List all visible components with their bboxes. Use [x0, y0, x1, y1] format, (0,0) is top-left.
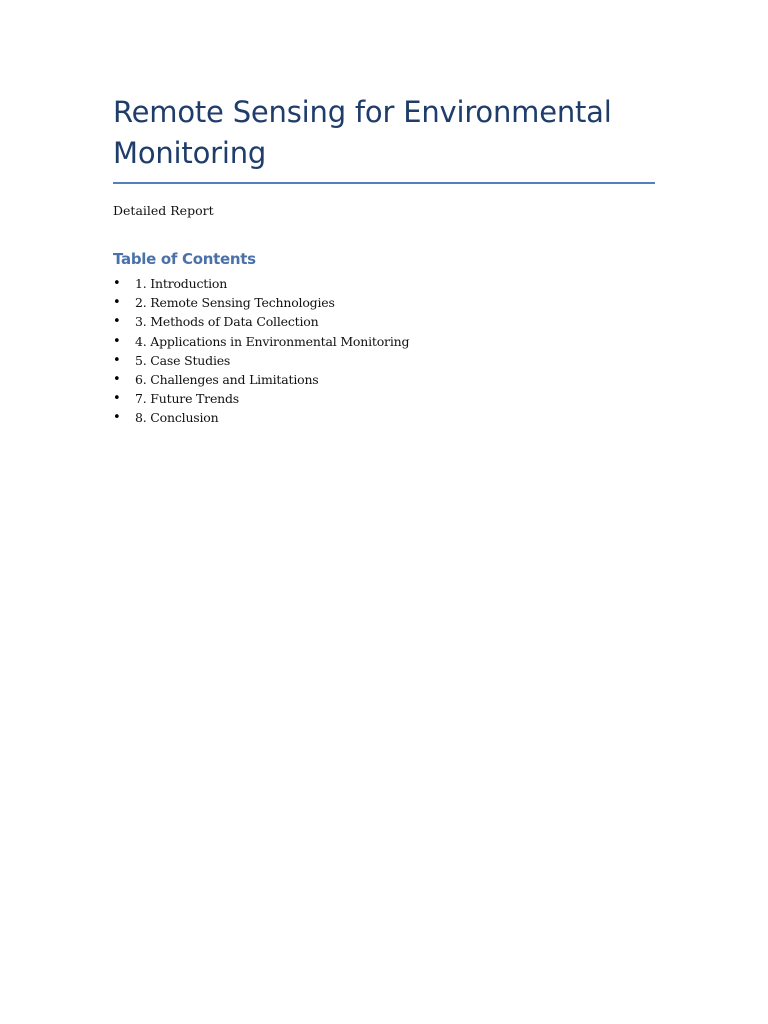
toc-item — [113, 312, 655, 331]
toc-heading: Table of Contents — [113, 250, 256, 268]
toc-item-label: 7. Future Trends — [135, 391, 240, 407]
toc-item — [113, 293, 655, 312]
toc-item — [113, 370, 655, 389]
toc-item — [113, 351, 655, 370]
toc-item-label: 2. Remote Sensing Technologies — [135, 295, 335, 311]
bullet-icon: • — [113, 276, 121, 291]
toc-list — [113, 274, 655, 428]
bullet-icon: • — [113, 333, 121, 349]
toc-item — [113, 332, 655, 351]
document-title: Remote Sensing for Environmental Monitoring — [113, 92, 655, 184]
bullet-icon: • — [113, 410, 121, 426]
bullet-icon: • — [113, 352, 121, 368]
toc-item-label: 5. Case Studies — [135, 352, 231, 368]
bullet-icon: • — [113, 372, 121, 388]
toc-item — [113, 389, 655, 408]
bullet-icon: • — [113, 391, 121, 407]
toc-item-label: 6. Challenges and Limitations — [135, 372, 319, 388]
bullet-icon: • — [113, 314, 121, 330]
document-subtitle: Detailed Report — [113, 203, 214, 218]
document-page — [113, 92, 655, 428]
toc-item-label: 8. Conclusion — [135, 410, 219, 426]
bullet-icon: • — [113, 295, 121, 311]
toc-item-label: 1. Introduction — [135, 276, 228, 291]
toc-item-label: 4. Applications in Environmental Monitoring — [135, 333, 410, 349]
toc-item-label: 3. Methods of Data Collection — [135, 314, 319, 330]
toc-item — [113, 408, 655, 427]
toc-item — [113, 274, 655, 293]
